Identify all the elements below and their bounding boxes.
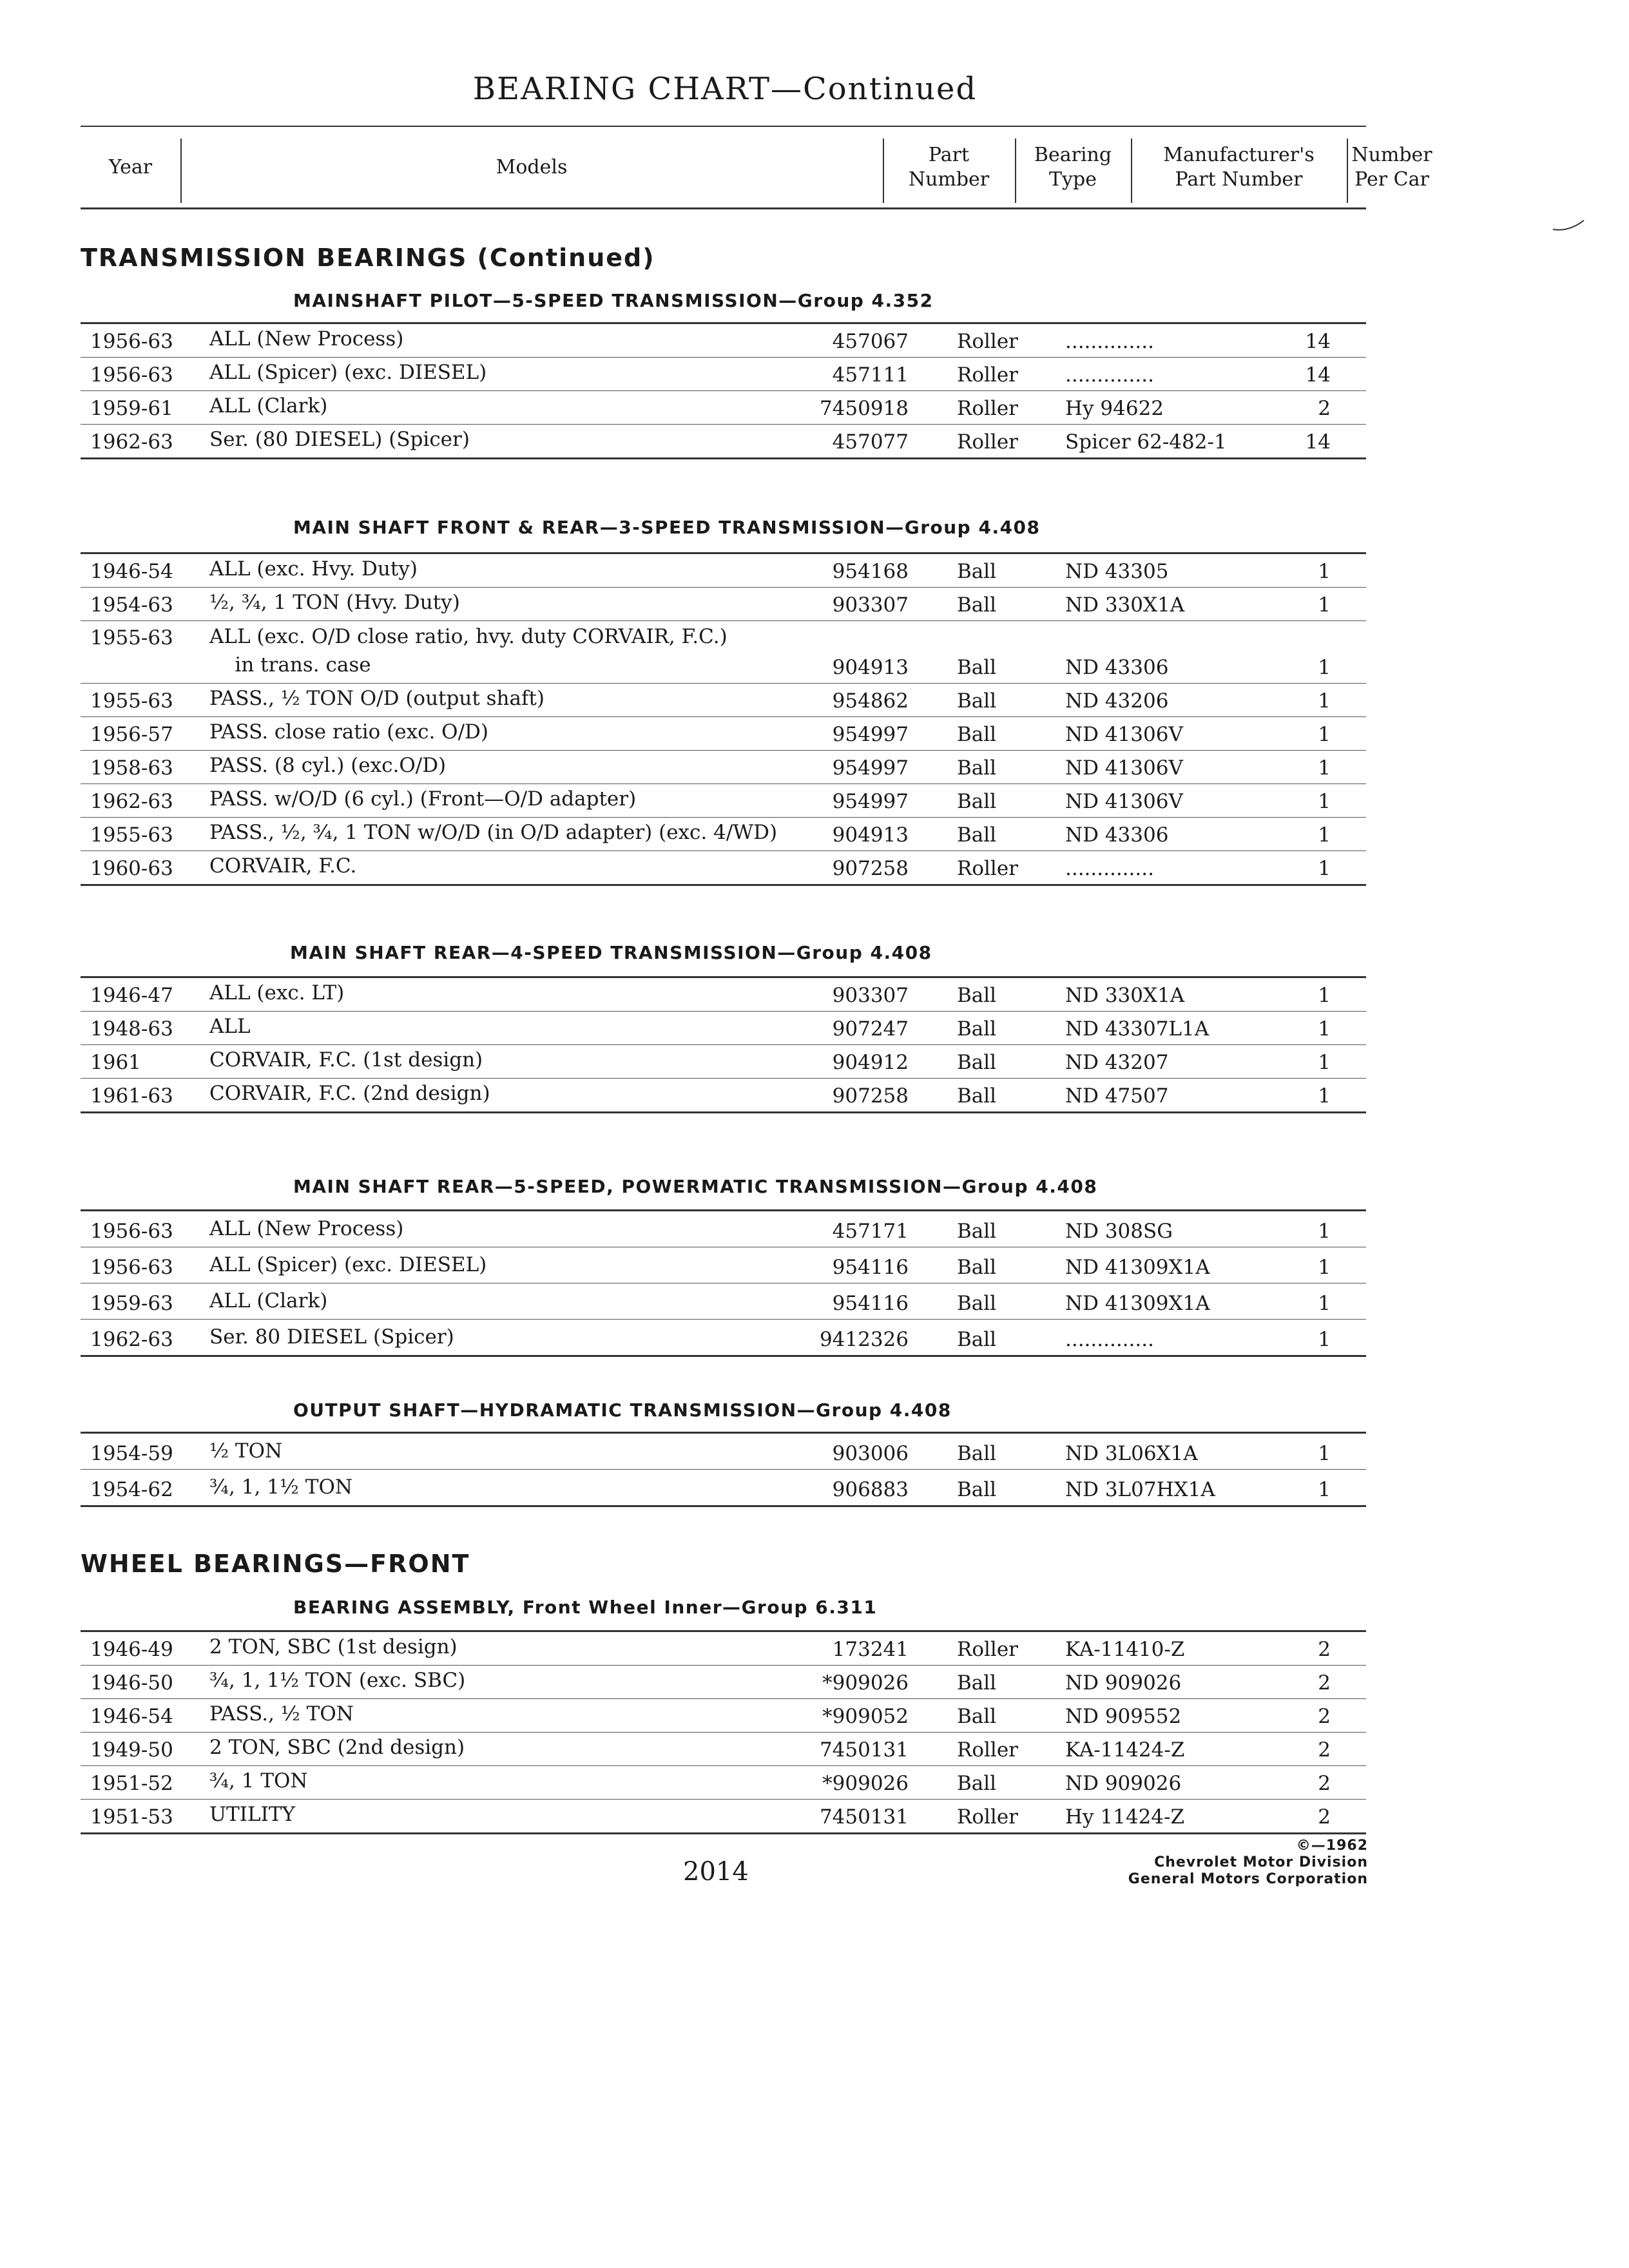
cell-part-number: 954862 bbox=[832, 689, 909, 713]
cell-bearing-type: Ball bbox=[957, 1084, 997, 1108]
group-title: MAINSHAFT PILOT—5-SPEED TRANSMISSION—Group 4.352 bbox=[293, 290, 934, 311]
copyright-division: Chevrolet Motor Division bbox=[1154, 1854, 1368, 1870]
cell-bearing-type: Ball bbox=[957, 1478, 997, 1501]
section-title-wheel-bearings: WHEEL BEARINGS—FRONT bbox=[81, 1550, 470, 1578]
cell-part-number: 7450131 bbox=[819, 1738, 909, 1762]
cell-number-per-car: 1 bbox=[1318, 1220, 1331, 1243]
cell-year: 1960-63 bbox=[90, 857, 173, 880]
table-row bbox=[81, 1632, 1366, 1666]
table-row bbox=[81, 324, 1366, 358]
bearing-table bbox=[81, 976, 1366, 1113]
cell-part-number: 954168 bbox=[832, 560, 909, 583]
table-row bbox=[81, 1733, 1366, 1766]
cell-part-number: 954997 bbox=[832, 790, 909, 813]
cell-bearing-type: Ball bbox=[957, 823, 997, 847]
cell-number-per-car: 1 bbox=[1318, 1442, 1331, 1465]
cell-models: ¾, 1, 1½ TON bbox=[209, 1475, 353, 1499]
copyright-corporation: General Motors Corporation bbox=[1128, 1871, 1368, 1887]
table-row bbox=[81, 1247, 1366, 1283]
cell-number-per-car: 14 bbox=[1305, 330, 1331, 353]
cell-part-number: 903307 bbox=[832, 984, 909, 1007]
cell-bearing-type: Ball bbox=[957, 756, 997, 780]
cell-manufacturer-part: ND 41309X1A bbox=[1065, 1256, 1210, 1279]
cell-bearing-type: Ball bbox=[957, 790, 997, 813]
cell-number-per-car: 1 bbox=[1318, 1292, 1331, 1315]
column-header-row bbox=[81, 126, 1432, 209]
table-row bbox=[81, 1320, 1366, 1355]
bearing-table bbox=[81, 1209, 1366, 1357]
bearing-table bbox=[81, 1630, 1366, 1834]
cell-number-per-car: 1 bbox=[1318, 593, 1331, 617]
cell-manufacturer-part: ND 41306V bbox=[1065, 756, 1183, 780]
cell-year: 1961-63 bbox=[90, 1084, 173, 1108]
cell-number-per-car: 1 bbox=[1318, 1256, 1331, 1279]
cell-models: ¾, 1 TON bbox=[209, 1769, 308, 1792]
cell-number-per-car: 14 bbox=[1305, 430, 1331, 454]
cell-models: Ser. (80 DIESEL) (Spicer) bbox=[209, 428, 470, 451]
cell-year: 1951-53 bbox=[90, 1805, 173, 1829]
cell-bearing-type: Roller bbox=[957, 1738, 1018, 1762]
cell-number-per-car: 1 bbox=[1318, 823, 1331, 847]
table-row bbox=[81, 1434, 1366, 1470]
cell-bearing-type: Ball bbox=[957, 689, 997, 713]
cell-number-per-car: 1 bbox=[1318, 656, 1331, 679]
page-number: 2014 bbox=[683, 1857, 749, 1887]
cell-manufacturer-part: Hy 11424-Z bbox=[1065, 1805, 1185, 1829]
cell-number-per-car: 1 bbox=[1318, 790, 1331, 813]
cell-year: 1946-49 bbox=[90, 1638, 173, 1661]
cell-number-per-car: 2 bbox=[1318, 1638, 1331, 1661]
table-row bbox=[81, 1012, 1366, 1045]
cell-year: 1956-57 bbox=[90, 723, 173, 746]
cell-part-number: 903006 bbox=[832, 1442, 909, 1465]
cell-manufacturer-part: ND 41306V bbox=[1065, 723, 1183, 746]
cell-manufacturer-part: ND 330X1A bbox=[1065, 984, 1185, 1007]
cell-bearing-type: Ball bbox=[957, 1220, 997, 1243]
cell-bearing-type: Ball bbox=[957, 593, 997, 617]
cell-number-per-car: 2 bbox=[1318, 1805, 1331, 1829]
cell-number-per-car: 2 bbox=[1318, 1671, 1331, 1695]
cell-models: PASS., ½, ¾, 1 TON w/O/D (in O/D adapter) (exc. 4/WD) bbox=[209, 821, 778, 844]
cell-number-per-car: 2 bbox=[1318, 1772, 1331, 1795]
table-row bbox=[81, 391, 1366, 425]
cell-bearing-type: Ball bbox=[957, 1705, 997, 1728]
cell-manufacturer-part: ND 330X1A bbox=[1065, 593, 1185, 617]
cell-models: PASS., ½ TON bbox=[209, 1702, 354, 1725]
group-title: MAIN SHAFT FRONT & REAR—3-SPEED TRANSMISSION—Group 4.408 bbox=[293, 517, 1041, 538]
cell-year: 1955-63 bbox=[90, 689, 173, 713]
column-header-part-number: Part Number bbox=[908, 143, 990, 191]
cell-year: 1962-63 bbox=[90, 790, 173, 813]
cell-year: 1962-63 bbox=[90, 1328, 173, 1351]
cell-manufacturer-part: ND 41309X1A bbox=[1065, 1292, 1210, 1315]
group-title: BEARING ASSEMBLY, Front Wheel Inner—Group 6.311 bbox=[293, 1597, 878, 1618]
table-row bbox=[81, 588, 1366, 621]
cell-number-per-car: 1 bbox=[1318, 1478, 1331, 1501]
cell-part-number: 907247 bbox=[832, 1017, 909, 1041]
cell-manufacturer-part: .............. bbox=[1065, 857, 1154, 880]
cell-models: CORVAIR, F.C. (1st design) bbox=[209, 1048, 483, 1072]
column-header-number-per-car: Number Per Car bbox=[1351, 143, 1432, 191]
cell-part-number: 457067 bbox=[832, 330, 909, 353]
cell-models: ½, ¾, 1 TON (Hvy. Duty) bbox=[209, 591, 460, 614]
cell-models: ALL bbox=[209, 1015, 251, 1038]
cell-manufacturer-part: ND 47507 bbox=[1065, 1084, 1169, 1108]
cell-number-per-car: 2 bbox=[1318, 1705, 1331, 1728]
cell-models: Ser. 80 DIESEL (Spicer) bbox=[209, 1325, 454, 1349]
cell-number-per-car: 1 bbox=[1318, 560, 1331, 583]
bearing-table bbox=[81, 552, 1366, 886]
cell-models: ALL (New Process) bbox=[209, 327, 404, 351]
cell-number-per-car: 1 bbox=[1318, 984, 1331, 1007]
cell-year: 1959-63 bbox=[90, 1292, 173, 1315]
cell-models: 2 TON, SBC (1st design) bbox=[209, 1635, 458, 1658]
cell-part-number: *909052 bbox=[822, 1705, 909, 1728]
cell-year: 1954-59 bbox=[90, 1442, 173, 1465]
cell-manufacturer-part: .............. bbox=[1065, 330, 1154, 353]
margin-mark bbox=[1553, 219, 1585, 232]
bearing-table bbox=[81, 1432, 1366, 1507]
cell-part-number: 904912 bbox=[832, 1051, 909, 1074]
cell-year: 1956-63 bbox=[90, 1256, 173, 1279]
cell-number-per-car: 1 bbox=[1318, 1084, 1331, 1108]
table-row bbox=[81, 1045, 1366, 1079]
column-header-models: Models bbox=[496, 155, 568, 178]
cell-part-number: 907258 bbox=[832, 857, 909, 880]
cell-year: 1946-50 bbox=[90, 1671, 173, 1695]
cell-manufacturer-part: .............. bbox=[1065, 1328, 1154, 1351]
cell-year: 1954-62 bbox=[90, 1478, 173, 1501]
cell-bearing-type: Roller bbox=[957, 430, 1018, 454]
cell-bearing-type: Ball bbox=[957, 1772, 997, 1795]
section-title-transmission: TRANSMISSION BEARINGS (Continued) bbox=[81, 244, 655, 272]
cell-bearing-type: Ball bbox=[957, 1051, 997, 1074]
cell-manufacturer-part: ND 909552 bbox=[1065, 1705, 1182, 1728]
cell-manufacturer-part: ND 41306V bbox=[1065, 790, 1183, 813]
cell-part-number: 9412326 bbox=[819, 1328, 909, 1351]
column-header-manufacturer-part: Manufacturer's Part Number bbox=[1163, 143, 1315, 191]
cell-year: 1956-63 bbox=[90, 330, 173, 353]
cell-part-number: 906883 bbox=[832, 1478, 909, 1501]
cell-bearing-type: Ball bbox=[957, 1017, 997, 1041]
cell-models: PASS. close ratio (exc. O/D) bbox=[209, 720, 488, 744]
cell-part-number: *909026 bbox=[822, 1671, 909, 1695]
copyright-year: ©—1962 bbox=[1296, 1838, 1368, 1854]
cell-models: PASS. w/O/D (6 cyl.) (Front—O/D adapter) bbox=[209, 787, 637, 811]
cell-models: ALL (New Process) bbox=[209, 1217, 404, 1240]
cell-bearing-type: Ball bbox=[957, 1292, 997, 1315]
cell-manufacturer-part: ND 308SG bbox=[1065, 1220, 1173, 1243]
cell-bearing-type: Roller bbox=[957, 1638, 1018, 1661]
cell-models: ½ TON bbox=[209, 1439, 283, 1463]
cell-manufacturer-part: Hy 94622 bbox=[1065, 397, 1164, 420]
cell-number-per-car: 1 bbox=[1318, 857, 1331, 880]
table-row bbox=[81, 1766, 1366, 1800]
cell-bearing-type: Ball bbox=[957, 560, 997, 583]
table-row bbox=[81, 784, 1366, 818]
cell-bearing-type: Ball bbox=[957, 1442, 997, 1465]
cell-number-per-car: 2 bbox=[1318, 1738, 1331, 1762]
cell-models: ALL (exc. O/D close ratio, hvy. duty CORVAIR, F.C.) in trans. case bbox=[209, 625, 728, 677]
cell-manufacturer-part: ND 43207 bbox=[1065, 1051, 1169, 1074]
column-header-year: Year bbox=[108, 155, 153, 178]
column-header-bearing-type: Bearing Type bbox=[1034, 143, 1112, 191]
table-row bbox=[81, 1211, 1366, 1247]
cell-models: PASS. (8 cyl.) (exc.O/D) bbox=[209, 754, 447, 777]
cell-number-per-car: 14 bbox=[1305, 363, 1331, 387]
cell-part-number: 904913 bbox=[832, 823, 909, 847]
cell-manufacturer-part: ND 43307L1A bbox=[1065, 1017, 1210, 1041]
cell-manufacturer-part: KA-11410-Z bbox=[1065, 1638, 1185, 1661]
cell-year: 1954-63 bbox=[90, 593, 173, 617]
table-row bbox=[81, 1699, 1366, 1733]
cell-bearing-type: Ball bbox=[957, 1328, 997, 1351]
cell-models: ALL (Clark) bbox=[209, 394, 328, 418]
table-row bbox=[81, 684, 1366, 717]
cell-models: 2 TON, SBC (2nd design) bbox=[209, 1736, 465, 1759]
cell-year: 1956-63 bbox=[90, 1220, 173, 1243]
table-row bbox=[81, 851, 1366, 884]
cell-part-number: 457077 bbox=[832, 430, 909, 454]
cell-bearing-type: Ball bbox=[957, 1671, 997, 1695]
copyright-notice bbox=[1128, 1838, 1368, 1888]
cell-number-per-car: 1 bbox=[1318, 1051, 1331, 1074]
cell-models: CORVAIR, F.C. (2nd design) bbox=[209, 1082, 490, 1105]
page-title: BEARING CHART—Continued bbox=[472, 71, 978, 107]
cell-year: 1962-63 bbox=[90, 430, 173, 454]
cell-part-number: 904913 bbox=[832, 656, 909, 679]
cell-models: UTILITY bbox=[209, 1803, 296, 1826]
cell-models: ¾, 1, 1½ TON (exc. SBC) bbox=[209, 1669, 466, 1692]
cell-models: ALL (Spicer) (exc. DIESEL) bbox=[209, 1253, 487, 1276]
cell-year: 1955-63 bbox=[90, 823, 173, 847]
cell-part-number: 903307 bbox=[832, 593, 909, 617]
cell-number-per-car: 1 bbox=[1318, 1017, 1331, 1041]
cell-year: 1961 bbox=[90, 1051, 141, 1074]
table-row bbox=[81, 621, 1366, 684]
cell-models: ALL (exc. LT) bbox=[209, 981, 345, 1004]
cell-manufacturer-part: ND 3L06X1A bbox=[1065, 1442, 1198, 1465]
cell-year: 1949-50 bbox=[90, 1738, 173, 1762]
cell-models: ALL (Spicer) (exc. DIESEL) bbox=[209, 361, 487, 384]
cell-bearing-type: Roller bbox=[957, 363, 1018, 387]
table-row bbox=[81, 358, 1366, 391]
group-title: OUTPUT SHAFT—HYDRAMATIC TRANSMISSION—Group 4.408 bbox=[293, 1399, 952, 1421]
cell-year: 1959-61 bbox=[90, 397, 173, 420]
cell-year: 1946-54 bbox=[90, 1705, 173, 1728]
cell-models: ALL (exc. Hvy. Duty) bbox=[209, 557, 418, 581]
cell-models: CORVAIR, F.C. bbox=[209, 854, 357, 878]
cell-part-number: 907258 bbox=[832, 1084, 909, 1108]
cell-bearing-type: Ball bbox=[957, 656, 997, 679]
table-row bbox=[81, 818, 1366, 851]
cell-year: 1946-47 bbox=[90, 984, 173, 1007]
cell-number-per-car: 1 bbox=[1318, 689, 1331, 713]
cell-year: 1948-63 bbox=[90, 1017, 173, 1041]
cell-manufacturer-part: ND 43306 bbox=[1065, 656, 1169, 679]
table-row bbox=[81, 717, 1366, 751]
cell-part-number: 954997 bbox=[832, 756, 909, 780]
cell-manufacturer-part: ND 43206 bbox=[1065, 689, 1169, 713]
cell-manufacturer-part: Spicer 62-482-1 bbox=[1065, 430, 1227, 454]
cell-part-number: 7450131 bbox=[819, 1805, 909, 1829]
cell-bearing-type: Ball bbox=[957, 1256, 997, 1279]
cell-bearing-type: Ball bbox=[957, 723, 997, 746]
cell-year: 1946-54 bbox=[90, 560, 173, 583]
cell-year: 1951-52 bbox=[90, 1772, 173, 1795]
cell-part-number: 457111 bbox=[832, 363, 909, 387]
bearing-table bbox=[81, 322, 1366, 459]
cell-number-per-car: 1 bbox=[1318, 723, 1331, 746]
cell-manufacturer-part: .............. bbox=[1065, 363, 1154, 387]
cell-part-number: *909026 bbox=[822, 1772, 909, 1795]
cell-part-number: 457171 bbox=[832, 1220, 909, 1243]
cell-models: PASS., ½ TON O/D (output shaft) bbox=[209, 687, 545, 710]
cell-part-number: 954116 bbox=[832, 1256, 909, 1279]
table-row bbox=[81, 1800, 1366, 1832]
group-title: MAIN SHAFT REAR—4-SPEED TRANSMISSION—Group 4.408 bbox=[290, 942, 932, 963]
cell-manufacturer-part: KA-11424-Z bbox=[1065, 1738, 1185, 1762]
cell-bearing-type: Roller bbox=[957, 857, 1018, 880]
cell-models: ALL (Clark) bbox=[209, 1289, 328, 1312]
cell-part-number: 173241 bbox=[832, 1638, 909, 1661]
cell-number-per-car: 2 bbox=[1318, 397, 1331, 420]
cell-manufacturer-part: ND 909026 bbox=[1065, 1671, 1182, 1695]
table-row bbox=[81, 1470, 1366, 1505]
cell-part-number: 7450918 bbox=[819, 397, 909, 420]
cell-part-number: 954997 bbox=[832, 723, 909, 746]
cell-manufacturer-part: ND 909026 bbox=[1065, 1772, 1182, 1795]
cell-manufacturer-part: ND 3L07HX1A bbox=[1065, 1478, 1215, 1501]
cell-bearing-type: Roller bbox=[957, 397, 1018, 420]
cell-year: 1956-63 bbox=[90, 363, 173, 387]
table-row bbox=[81, 978, 1366, 1012]
cell-manufacturer-part: ND 43306 bbox=[1065, 823, 1169, 847]
cell-manufacturer-part: ND 43305 bbox=[1065, 560, 1169, 583]
cell-year: 1955-63 bbox=[90, 626, 173, 649]
table-row bbox=[81, 1283, 1366, 1320]
table-row bbox=[81, 751, 1366, 784]
group-title: MAIN SHAFT REAR—5-SPEED, POWERMATIC TRANSMISSION—Group 4.408 bbox=[293, 1176, 1098, 1197]
table-row bbox=[81, 425, 1366, 457]
table-row bbox=[81, 1666, 1366, 1699]
table-row bbox=[81, 1079, 1366, 1111]
cell-part-number: 954116 bbox=[832, 1292, 909, 1315]
cell-bearing-type: Roller bbox=[957, 1805, 1018, 1829]
cell-bearing-type: Roller bbox=[957, 330, 1018, 353]
cell-bearing-type: Ball bbox=[957, 984, 997, 1007]
cell-year: 1958-63 bbox=[90, 756, 173, 780]
cell-number-per-car: 1 bbox=[1318, 1328, 1331, 1351]
table-row bbox=[81, 554, 1366, 588]
cell-number-per-car: 1 bbox=[1318, 756, 1331, 780]
